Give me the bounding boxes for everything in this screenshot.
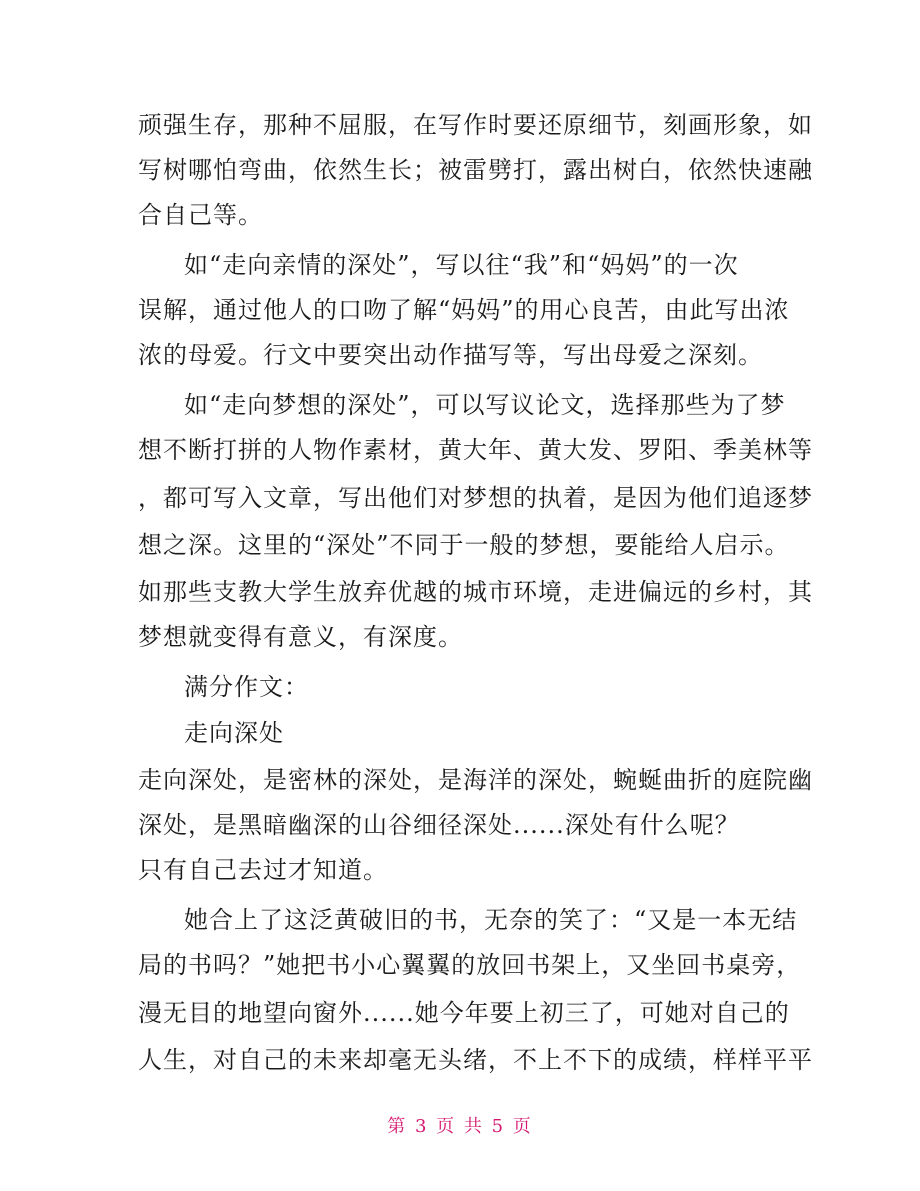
body-text-line: 局的书吗？”她把书小心翼翼的放回书架上，又坐回书桌旁，	[138, 951, 802, 979]
body-text-line: 写树哪怕弯曲，依然生长；被雷劈打，露出树白，依然快速融	[138, 156, 813, 184]
body-text-line: 人生，对自己的未来却毫无头绪，不上不下的成绩，样样平平	[138, 1046, 813, 1074]
body-text-line: 走向深处，是密林的深处，是海洋的深处，蜿蜒曲折的庭院幽	[138, 766, 813, 794]
body-text-line: ，都可写入文章，写出他们对梦想的执着，是因为他们追逐梦	[138, 484, 813, 512]
body-text-line: 想不断打拼的人物作素材，黄大年、黄大发、罗阳、季美林等	[138, 436, 813, 464]
paragraph-start-line: 如“走向亲情的深处”，写以往“我”和“妈妈”的一次	[184, 251, 739, 279]
body-text-line: 深处，是黑暗幽深的山谷细径深处......深处有什么呢？	[138, 811, 740, 839]
body-text-line: 顽强生存，那种不屈服，在写作时要还原细节，刻画形象，如	[138, 111, 813, 139]
section-label: 满分作文：	[184, 673, 309, 701]
essay-title: 走向深处	[184, 719, 284, 747]
body-text-line: 漫无目的地望向窗外......她今年要上初三了，可她对自己的	[138, 999, 790, 1027]
paragraph-start-line: 如“走向梦想的深处”，可以写议论文，选择那些为了梦	[184, 391, 786, 419]
body-text-line: 只有自己去过才知道。	[138, 856, 388, 884]
body-text-line: 误解，通过他人的口吻了解“妈妈”的用心良苦，由此写出浓	[138, 296, 790, 324]
body-text-line: 如那些支教大学生放弃优越的城市环境，走进偏远的乡村，其	[138, 578, 813, 606]
page-footer: 第 3 页 共 5 页	[387, 1116, 533, 1137]
paragraph-start-line: 她合上了这泛黄破旧的书，无奈的笑了：“又是一本无结	[184, 906, 798, 934]
body-text-line: 合自己等。	[138, 201, 263, 229]
body-text-line: 想之深。这里的“深处”不同于一般的梦想，要能给人启示。	[138, 531, 790, 559]
body-text-line: 浓的母爱。行文中要突出动作描写等，写出母爱之深刻。	[138, 341, 763, 369]
body-text-line: 梦想就变得有意义，有深度。	[138, 623, 463, 651]
